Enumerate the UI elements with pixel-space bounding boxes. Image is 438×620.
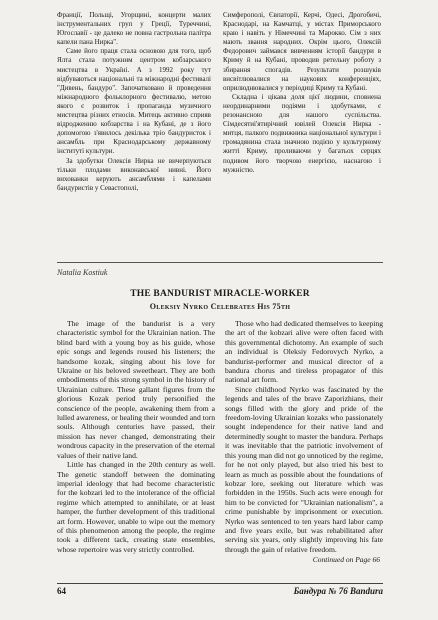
uk-left-paragraph: Франції, Польщі, Угорщині, концерти малих інструментальних груп у Греції, Туреччині, Югославії - це далеко не повна гастрольна палітра капели пана Нирка". [57,11,211,47]
article-paragraph: Since childhood Nyrko was fascinated by the legends and tales of the brave Zaporizhians, their songs filled with the glory and pride of the freedom-loving Ukrainian kozaks who passionately sought independence for their native land and determinedly sought to master the bandura. Perhaps it was inevitable that the patriotic involvement of this young man did not go unnoticed by the regime, for he not only played, but also tried his best to learn as much as possible about the foundations of kobzar lore, seeking out literature which was forbidden in the 1950s. Such acts were enough for him to be convicted for "Ukrainian nationalism", a crime punishable by imprisonment or execution. Nyrko was sentenced to ten years hard labor camp and five years exile, but was rehabilitated after serving six years, only slightly improving his fate through the gain of relative freedom. [225,384,383,554]
article-paragraph: Little has changed in the 20th century as well. The genetic standoff between the dominating imperial ideology that had become characteristic for the kobzari led to the intolerance of the official regime which attempted to annihilate, or at least hamper, the further development of this traditional art form. However, unable to wipe out the memory of this phenomenon among the people, the regime took a different tack, creating state ensembles, whose repertoire was very strictly controlled. [57,460,215,554]
ukrainian-left-column [57,11,211,193]
article-left-column [57,319,215,554]
uk-left-paragraph: За здобутки Олексія Нирка не вичерпуються тільки плодами виконавської нивні. Його вихованки керують ансамблями і капелами бандуристів у Севастополі, [57,156,211,192]
article-subtitle: Oleksiy Nyrko Celebrates His 75th [149,302,291,311]
uk-left-paragraph: Саме його праця стала основою для того, щоб Ялта стала потужним центром кобзарського мистецтва в Україні. А з 1992 року тут відбуваються національні та міжнародні фестивалі "Дивень, бандуро". Започатковано й проведення міжнародного фольклорного фестивалю, метою якого є розвиток і пропаганда музичного мистецтва різних етносів. Митець активно сприяв відродженню кобзарства і на Кубані, де з його допомогою з'явилось декілька тріо бандуристок і ансамбль при Краснодарському державному інституті культури. [57,47,211,156]
article-author: Natalia Kostiuk [57,268,108,277]
uk-right-paragraph: Складна і цікава доля цієї людини, сповнена неординарними подіями і здобутками, є резонансною для нашого суспільства. Сімдесятиі'ятирічний ювілей Олексія Нирка - митця, палкого подвижника національної культури і громадянина стала значною подією у культурному житті Криму, проливаючи у багатьох серцях подивом його творчою енергією, наснагою і мужністю. [223,92,381,174]
article-paragraph: The image of the bandurist is a very characteristic symbol for the Ukrainian nation. The blind bard with a young boy as his guide, whose epic songs and legends roused his listeners; the handsome kozak, singing about his love for Ukraine or his beloved sweetheart. They are both embodiments of this strong symbol in the history of Ukrainian culture. These gallant figures from the glorious Kozak period truly personified the conscience of the people, awakening them from a lulled awareness, or healing their wounded and torn souls. Although centuries have passed, their mission has never changed, demonstrating their wondrous capacity in the preservation of the eternal values of their native land. [57,319,215,460]
article-title: THE BANDURIST MIRACLE-WORKER [130,289,310,299]
article-paragraph: Those who had dedicated themselves to keeping the art of the kobzari alive were often faced with this governmental dichotomy. An example of such an individual is Oleksiy Fedorovych Nyrko, a bandurist-performer and musical director of a bandura chorus and tireless propagator of this national art form. [225,319,383,385]
magazine-issue: Бандура № 76 Bandura [293,586,383,596]
uk-right-paragraph: Симферополі, Євпаторії, Керчі, Одесі, Дрогобичі, Краснодарі, на Камчатці, у містах Приморського краю і навіть у Німеччині та Марокко. Сім з них мають звання народних. Окрім цього, Олексій Федорович займався вивченням історії бандури в Криму й на Кубані, проводив ретельну роботу з збирання спогадів. Результати розшуків висвітлювалися на наукових конференціях, оприлюднювалися у періодиці Криму та Кубані. [223,11,381,92]
page-footer [57,583,383,596]
section-divider [57,262,383,263]
page-number: 64 [57,586,66,596]
article-right-column [225,319,383,554]
ukrainian-right-column [223,11,381,175]
continued-link[interactable]: Continued on Page 66 [312,555,380,564]
